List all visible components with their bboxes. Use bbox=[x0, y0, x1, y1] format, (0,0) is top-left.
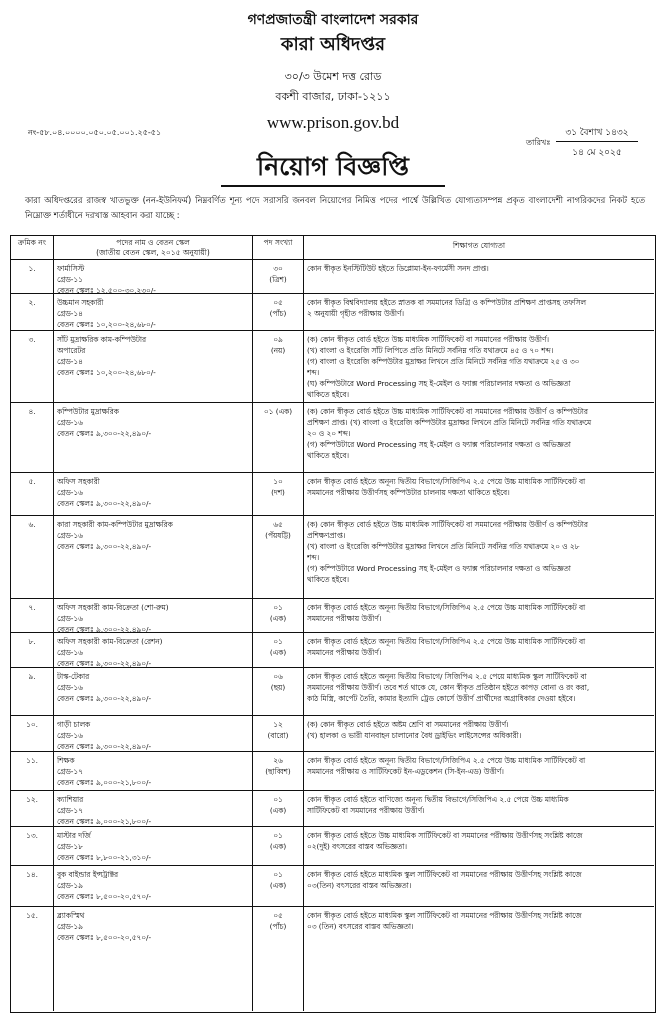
row-post bbox=[57, 755, 251, 788]
row-qualification-line: সমমানের পরীক্ষায় উত্তীর্ণ। তবে শর্ত থাকে যে, কোন স্বীকৃত প্রতিষ্ঠান হইতে কাপড় বোনা ও রং করা, bbox=[307, 683, 590, 692]
row-qualification bbox=[307, 719, 651, 741]
row-qualification-line: থাকিতে হইবে। bbox=[307, 575, 349, 584]
row-qualification bbox=[307, 636, 651, 658]
table-row bbox=[11, 866, 654, 907]
row-post-line: কম্পিউটার মুদ্রাক্ষরিক bbox=[57, 407, 119, 416]
row-qualification-line: (গ) কম্পিউটারে Word Processing সহ ই-মেইল ও ফ্যাক্স পরিচালনার দক্ষতা ও অভিজ্ঞতা bbox=[307, 564, 571, 573]
row-qualification-line: শব্দ। bbox=[307, 368, 320, 377]
row-post-line: ক্যাশিয়ার bbox=[57, 795, 84, 804]
row-post bbox=[57, 869, 251, 902]
row-count-line: (ছাব্বিশ) bbox=[265, 767, 291, 776]
row-post-line: গাড়ী চালক bbox=[57, 720, 91, 729]
table-row bbox=[11, 907, 654, 1011]
row-count-line: ২৬ bbox=[273, 756, 283, 765]
table-row bbox=[11, 516, 654, 599]
row-count-line: ০১ bbox=[273, 795, 283, 804]
row-post bbox=[57, 406, 251, 439]
row-qualification bbox=[307, 830, 651, 852]
row-post bbox=[57, 794, 251, 827]
row-post-line: অফিস সহকারী কাম-বিক্রেতা (শো-রুম) bbox=[57, 603, 169, 612]
row-qualification bbox=[307, 794, 651, 816]
row-qualification bbox=[307, 334, 651, 400]
row-post bbox=[57, 636, 251, 669]
notice-title: নিয়োগ বিজ্ঞপ্তি bbox=[257, 152, 409, 181]
row-qualification-line: কোন স্বীকৃত বিশ্ববিদ্যালয় হইতে স্নাতক বা সমমানের ডিগ্রি ও কম্পিউটার প্রশিক্ষণ প্রাপ্তসহ তফসিল bbox=[307, 298, 586, 307]
row-post-line: বেতন স্কেলঃ ৮,৫০০-২০,৫৭০/- bbox=[57, 892, 152, 901]
row-qualification-line: কোন স্বীকৃত বোর্ড হইতে অনূন্য দ্বিতীয় বিভাগে/সিজিপিএ ২.৫ পেয়ে উচ্চ মাধ্যমিক সার্টিফিকেট বা bbox=[307, 603, 586, 612]
row-qualification-line: সমমানের পরীক্ষায় ও সার্টিফিকেট ইন-এডুকেশন (সি-ইন-এড) উত্তীর্ণ। bbox=[307, 767, 504, 776]
row-serial: ১৫. bbox=[26, 911, 38, 920]
row-count-line: (এক) bbox=[269, 648, 287, 657]
row-post-line: বেতন স্কেলঃ ৮,৫০০-২০,৫৭০/- bbox=[57, 933, 152, 942]
row-post-line: বুক বাইন্ডার ইন্সট্রাক্টর bbox=[57, 870, 118, 879]
title-underline bbox=[221, 185, 445, 187]
row-qualification-line: কোন স্বীকৃত ইনস্টিটিউট হইতে ডিপ্লোমা-ইন-ফার্মেসী সনদ প্রাপ্ত। bbox=[307, 264, 489, 273]
row-count bbox=[255, 869, 301, 891]
row-post bbox=[57, 671, 251, 704]
row-post-line: বেতন স্কেলঃ ৯,৩০০-২২,৪৯০/- bbox=[57, 625, 152, 634]
row-qualification-line: কোন স্বীকৃত বোর্ড হইতে অনূন্য দ্বিতীয় বিভাগে/সিজিপিএ ২.৫ পেয়ে উচ্চ মাধ্যমিক সার্টিফিকেট বা bbox=[307, 477, 586, 486]
row-count bbox=[255, 297, 301, 319]
row-count bbox=[255, 794, 301, 816]
row-serial: ১. bbox=[28, 264, 36, 273]
row-post-line: গ্রেড-১৯ bbox=[57, 922, 83, 931]
table-row bbox=[11, 294, 654, 331]
row-count-line: (এক) bbox=[269, 806, 287, 815]
date-english: ১৪ মে ২০২৫ bbox=[572, 148, 622, 158]
address-line-2: বকশী বাজার, ঢাকা-১২১১ bbox=[275, 90, 391, 103]
date-bangla: ৩১ বৈশাখ ১৪৩২ bbox=[556, 124, 638, 142]
row-qualification-line: (গ) কম্পিউটারে Word Processing সহ ই-মেইল ও ফ্যাক্স পরিচালনার দক্ষতা ও অভিজ্ঞতা bbox=[307, 440, 571, 449]
row-qualification-line: (ক) কোন স্বীকৃত বোর্ড হইতে অষ্টম শ্রেণি বা সমমানের পরীক্ষায় উত্তীর্ণ। bbox=[307, 720, 509, 729]
row-serial: ১২. bbox=[26, 795, 38, 804]
row-qualification-line: ২ অনুযায়ী গৃহীত পরীক্ষায় উত্তীর্ণ। bbox=[307, 309, 404, 318]
row-post-line: অপারেটর bbox=[57, 346, 86, 355]
row-post bbox=[57, 719, 251, 752]
row-post-line: অফিস সহকারী কাম-বিক্রেতা (রেশন) bbox=[57, 637, 163, 646]
row-count-line: ০৫ bbox=[273, 911, 283, 920]
row-post-line: টাস্ক-টেকার bbox=[57, 672, 90, 681]
row-count bbox=[255, 830, 301, 852]
row-qualification bbox=[307, 602, 651, 624]
row-post-line: বেতন স্কেলঃ ৯,৩০০-২২,৪৯০/- bbox=[57, 659, 152, 668]
row-post-line: বেতন স্কেলঃ ৮,৮০০-২১,৩১০/- bbox=[57, 853, 152, 862]
row-serial: ১৪. bbox=[26, 870, 38, 879]
row-qualification-line: সমমানের পরীক্ষায় উত্তীর্ণসহ কম্পিউটার চালনায় দক্ষতা থাকিতে হইবে। bbox=[307, 488, 510, 497]
row-count-line: ০১ bbox=[273, 831, 283, 840]
row-serial: ৪. bbox=[28, 407, 36, 416]
row-qualification-line: ০৩ (তিন) বৎসরের বাস্তব অভিজ্ঞতা। bbox=[307, 922, 414, 931]
row-post bbox=[57, 476, 251, 509]
row-post-line: কারা সহকারী কাম-কম্পিউটার মুদ্রাক্ষরিক bbox=[57, 520, 173, 529]
row-post-line: বেতন স্কেলঃ ১০,২০০-২৪,৬৮০/- bbox=[57, 320, 156, 329]
row-count-line: ১০ bbox=[273, 477, 283, 486]
table-row bbox=[11, 633, 654, 668]
row-qualification-line: থাকিতে হইবে। bbox=[307, 390, 349, 399]
row-post bbox=[57, 830, 251, 863]
row-qualification bbox=[307, 263, 651, 274]
row-count-line: (পাঁচ) bbox=[269, 922, 287, 931]
row-count-line: ০৬ bbox=[273, 672, 283, 681]
row-serial: ২. bbox=[28, 298, 36, 307]
header-post-label: পদের নাম ও বেতন স্কেল bbox=[116, 238, 190, 247]
row-count bbox=[255, 910, 301, 932]
row-count-line: (বারো) bbox=[267, 731, 289, 740]
website: www.prison.gov.bd bbox=[266, 113, 400, 132]
row-qualification-line: কাঠ মিস্ত্রি, কার্পেট তৈরি, কামার ইত্যাদি ট্রেড কোর্সে উত্তীর্ণ প্রার্থীদের অগ্রাধিকার দেওয়া হইবে। bbox=[307, 694, 576, 703]
row-post-line: বেতন স্কেলঃ ৯,৩০০-২২,৪৯০/- bbox=[57, 742, 152, 751]
row-count-line: (দশ) bbox=[271, 488, 285, 497]
row-qualification bbox=[307, 406, 651, 461]
row-count-line: ০১ bbox=[273, 603, 283, 612]
row-qualification bbox=[307, 297, 651, 319]
row-post-line: গ্রেড-১৬ bbox=[57, 648, 83, 657]
row-qualification bbox=[307, 910, 651, 932]
row-qualification-line: কোন স্বীকৃত বোর্ড হইতে অনূন্য দ্বিতীয় বিভাগে/সিজিপিএ ২.৫ পেয়ে উচ্চ মাধ্যমিক সার্টিফিকেট বা bbox=[307, 637, 586, 646]
table-row bbox=[11, 716, 654, 752]
row-count bbox=[255, 334, 301, 356]
row-qualification-line: (ঘ) কম্পিউটারে Word Processing সহ ই-মেইল ও ফ্যাক্স পরিচালনার দক্ষতা ও অভিজ্ঞতা bbox=[307, 379, 571, 388]
intro-paragraph: কারা অধিদপ্তরের রাজস্ব খাতভুক্ত (নন-ইউনিফর্ম) নিম্নবর্ণিত শূন্য পদে সরাসরি জনবল নিয়োগের নিমিত্ত পদের পার্শ্বে উল্লিখিত যোগ্যতাসম্পন্ন প্রকৃত বাংলাদেশী নাগরিকদের নিকট হতে নিম্নোক্ত শর্তাধীনে দরখাস্ত আহবান করা যাচ্ছে : bbox=[25, 195, 645, 220]
row-count bbox=[255, 476, 301, 498]
row-count-line: (ছয়) bbox=[270, 683, 286, 692]
row-post-line: উচ্চমান সহকারী bbox=[57, 298, 104, 307]
row-serial: ১৩. bbox=[26, 831, 38, 840]
row-post-line: গ্রেড-১৮ bbox=[57, 842, 83, 851]
row-post-line: শিক্ষক bbox=[57, 756, 75, 765]
row-serial: ৫. bbox=[28, 477, 36, 486]
row-qualification-line: সার্টিফিকেট বা সমমানের পরীক্ষায় উত্তীর্ণ। bbox=[307, 806, 425, 815]
row-count-line: (নয়) bbox=[270, 346, 286, 355]
row-post-line: গ্রেড-১৭ bbox=[57, 767, 83, 776]
row-post bbox=[57, 334, 251, 378]
row-qualification bbox=[307, 519, 651, 585]
row-qualification bbox=[307, 671, 651, 704]
vacancy-table bbox=[10, 235, 656, 1013]
row-post-line: বেতন স্কেলঃ ১২,৫০০-৩০,২৩০/- bbox=[57, 286, 156, 295]
row-qualification-line: ০৩(তিন) বৎসরের বাস্তব অভিজ্ঞতা। bbox=[307, 881, 412, 890]
row-qualification-line: ০২(দুই) বৎসরের বাস্তব অভিজ্ঞতা। bbox=[307, 842, 408, 851]
row-post-line: ব্ল্যাকস্মিথ bbox=[57, 911, 85, 920]
row-count-line: ০১ (এক) bbox=[263, 407, 293, 416]
row-qualification-line: কোন স্বীকৃত বোর্ড হইতে অনূন্য দ্বিতীয় বিভাগে/ সিজিপিএ ২.৫ পেয়ে মাধ্যমিক স্কুল সার্টিফিকেট বা bbox=[307, 672, 587, 681]
row-post-line: মাস্টার দর্জি bbox=[57, 831, 91, 840]
header-serial: ক্রমিক নং bbox=[18, 238, 46, 247]
row-post-line: ফার্মাসিস্ট bbox=[57, 264, 85, 273]
table-row bbox=[11, 331, 654, 403]
header-qualification: শিক্ষাগত যোগ্যতা bbox=[452, 241, 506, 250]
row-serial: ৭. bbox=[28, 603, 36, 612]
row-post-line: অফিস সহকারী bbox=[57, 477, 100, 486]
row-count-line: ৬৫ bbox=[273, 520, 283, 529]
row-post-line: গ্রেড-১৬ bbox=[57, 683, 83, 692]
row-post bbox=[57, 602, 251, 635]
table-row bbox=[11, 752, 654, 791]
row-post-line: গ্রেড-১৯ bbox=[57, 881, 83, 890]
row-post-line: গ্রেড-১১ bbox=[57, 275, 83, 284]
row-count-line: ৩০ bbox=[273, 264, 283, 273]
date-box bbox=[556, 124, 638, 162]
row-qualification bbox=[307, 755, 651, 777]
row-count bbox=[255, 719, 301, 741]
row-post-line: বেতন স্কেলঃ ১০,২০০-২৪,৬৮০/- bbox=[57, 368, 156, 377]
department-name: কারা অধিদপ্তর bbox=[280, 34, 386, 55]
row-post-line: গ্রেড-১৬ bbox=[57, 488, 83, 497]
row-post-line: বেতন স্কেলঃ ৯,৩০০-২২,৪৯০/- bbox=[57, 429, 152, 438]
row-post-line: বেতন স্কেলঃ ৯,৩০০-২২,৪৯০/- bbox=[57, 499, 152, 508]
row-qualification-line: সমমানের পরীক্ষায় উত্তীর্ণ। bbox=[307, 614, 382, 623]
row-count-line: (এক) bbox=[269, 842, 287, 851]
row-qualification-line: প্রশিক্ষণ প্রাপ্ত। (খ) বাংলা ও ইংরেজি কম্পিউটার মুদ্রাক্ষর লিখনে প্রতি মিনিটে সর্বনিম্ন গতি যথাক্রমে bbox=[307, 418, 592, 427]
row-count-line: ০৫ bbox=[273, 298, 283, 307]
row-count bbox=[255, 602, 301, 624]
address-line-1: ৩০/৩ উমেশ দত্ত রোড bbox=[284, 70, 382, 83]
row-post-line: বেতন স্কেলঃ ৯,৩০০-২২,৪৯০/- bbox=[57, 694, 152, 703]
row-serial: ১০. bbox=[26, 720, 38, 729]
row-post bbox=[57, 297, 251, 330]
row-count-line: (পঁয়ষট্টি) bbox=[265, 531, 291, 540]
row-qualification-line: (ক) কোন স্বীকৃত বোর্ড হইতে উচ্চ মাধ্যমিক সার্টিফিকেট বা সমমানের পরীক্ষায় উত্তীর্ণ। bbox=[307, 335, 550, 344]
row-count bbox=[255, 406, 301, 417]
row-count-line: ০১ bbox=[273, 870, 283, 879]
table-row bbox=[11, 473, 654, 516]
table-header-row bbox=[11, 236, 654, 260]
row-count-line: ০৯ bbox=[273, 335, 283, 344]
row-post-line: বেতন স্কেলঃ ৯,০০০-২১,৮০০/- bbox=[57, 778, 152, 787]
row-qualification-line: শব্দ। bbox=[307, 553, 320, 562]
row-qualification-line: (খ) বাংলা ও ইংরেজি সাঁট লিপিতে প্রতি মিনিটে সর্বনিম্ন গতি যথাক্রমে ৪৫ ও ৭০ শব্দ। bbox=[307, 346, 554, 355]
row-count-line: ১২ bbox=[273, 720, 283, 729]
row-post-line: গ্রেড-১৬ bbox=[57, 418, 83, 427]
row-qualification-line: (খ) হালকা ও ভারী যানবাহন চালানোর বৈধ ড্রাইভিং লাইসেন্সের অধিকারী। bbox=[307, 731, 522, 740]
row-qualification-line: থাকিতে হইবে। bbox=[307, 451, 349, 460]
row-post-line: গ্রেড-১৭ bbox=[57, 806, 83, 815]
row-count-line: (ত্রিশ) bbox=[269, 275, 287, 284]
row-count-line: (এক) bbox=[269, 614, 287, 623]
table-row bbox=[11, 599, 654, 633]
row-qualification-line: প্রশিক্ষণপ্রাপ্ত। bbox=[307, 531, 346, 540]
row-count bbox=[255, 671, 301, 693]
row-qualification-line: (গ) বাংলা ও ইংরেজি কম্পিউটার মুদ্রাক্ষর লিখনে প্রতি মিনিটে সর্বনিম্ন গতি যথাক্রমে ২৫ ও ৩০ bbox=[307, 357, 580, 366]
header-count: পদ সংখ্যা bbox=[263, 238, 293, 247]
row-qualification-line: (ক) কোন স্বীকৃত বোর্ড হইতে উচ্চ মাধ্যমিক সার্টিফিকেট বা সমমানের পরীক্ষায় উত্তীর্ণ ও কম্পিউটার bbox=[307, 407, 588, 416]
row-post-line: গ্রেড-১৬ bbox=[57, 531, 83, 540]
row-qualification-line: কোন স্বীকৃত বোর্ড হইতে উচ্চ মাধ্যমিক সার্টিফিকেট বা সমমানের পরীক্ষায় উত্তীর্ণসহ সংশ্লিষ্ট কাজে bbox=[307, 831, 583, 840]
row-qualification-line: কোন স্বীকৃত বোর্ড হইতে মাধ্যমিক স্কুল সার্টিফিকেট বা সমমানের পরীক্ষায় উত্তীর্ণসহ সংশ্লিষ্ট কাজে bbox=[307, 911, 582, 920]
row-qualification-line: কোন স্বীকৃত বোর্ড হইতে মাধ্যমিক স্কুল সার্টিফিকেট বা সমমানের পরীক্ষায় উত্তীর্ণসহ সংশ্লিষ্ট কাজে bbox=[307, 870, 582, 879]
row-post-line: গ্রেড-১৬ bbox=[57, 614, 83, 623]
row-qualification-line: কোন স্বীকৃত বোর্ড হইতে অনূন্য দ্বিতীয় বিভাগে/সিজিপিএ ২.৫ পেয়ে উচ্চ মাধ্যমিক সার্টিফিকেট বা bbox=[307, 756, 586, 765]
row-qualification bbox=[307, 869, 651, 891]
notice-title-box bbox=[221, 150, 445, 190]
table-row bbox=[11, 791, 654, 827]
row-post-line: গ্রেড-১৪ bbox=[57, 357, 83, 366]
row-count-line: (এক) bbox=[269, 881, 287, 890]
row-serial: ৮. bbox=[28, 637, 36, 646]
row-serial: ৬. bbox=[28, 520, 36, 529]
row-count-line: (পাঁচ) bbox=[269, 309, 287, 318]
row-post-line: বেতন স্কেলঃ ৯,০০০-২১,৮০০/- bbox=[57, 817, 152, 826]
row-qualification-line: (ক) কোন স্বীকৃত বোর্ড হইতে উচ্চ মাধ্যমিক সার্টিফিকেট বা সমমানের পরীক্ষায় উত্তীর্ণ ও কম্পিউটার bbox=[307, 520, 588, 529]
row-post-line: বেতন স্কেলঃ ৯,৩০০-২২,৪৯০/- bbox=[57, 542, 152, 551]
row-post bbox=[57, 519, 251, 552]
row-qualification-line: (খ) বাংলা ও ইংরেজি কম্পিউটার মুদ্রাক্ষর লিখনে প্রতি মিনিটে সর্বনিম্ন গতি যথাক্রমে ২০ ও ২৮ bbox=[307, 542, 580, 551]
row-count bbox=[255, 263, 301, 285]
row-post-line: গ্রেড-১৬ bbox=[57, 731, 83, 740]
row-post-line: সাঁট মুদ্রাক্ষরিক কাম-কম্পিউটার bbox=[57, 335, 147, 344]
row-count-line: ০১ bbox=[273, 637, 283, 646]
table-row bbox=[11, 260, 654, 294]
row-post bbox=[57, 910, 251, 943]
row-post bbox=[57, 263, 251, 296]
row-serial: ৯. bbox=[28, 672, 36, 681]
row-serial: ১১. bbox=[26, 756, 38, 765]
header-post-sub: (জাতীয় বেতন স্কেল, ২০১৫ অনুযায়ী) bbox=[96, 248, 210, 257]
row-post-line: গ্রেড-১৪ bbox=[57, 309, 83, 318]
row-serial: ৩. bbox=[28, 335, 36, 344]
row-qualification bbox=[307, 476, 651, 498]
row-qualification-line: ২০ ও ২০ শব্দ। bbox=[307, 429, 351, 438]
date-label: তারিখঃ bbox=[526, 138, 551, 147]
table-row bbox=[11, 403, 654, 473]
table-row bbox=[11, 668, 654, 716]
table-row bbox=[11, 827, 654, 866]
memo-number: নং-৫৮.০৪.০০০০.০৫০.০৫.০০১.২৫-৫১ bbox=[28, 128, 162, 137]
row-qualification-line: কোন স্বীকৃত বোর্ড হইতে বাণিজ্যে অনূন্য দ্বিতীয় বিভাগে/সিজিপিএ ২.৫ পেয়ে উচ্চ মাধ্যমিক bbox=[307, 795, 569, 804]
government-name: গণপ্রজাতন্ত্রী বাংলাদেশ সরকার bbox=[247, 12, 419, 28]
row-count bbox=[255, 755, 301, 777]
row-qualification-line: সমমানের পরীক্ষায় উত্তীর্ণ। bbox=[307, 648, 382, 657]
row-count bbox=[255, 636, 301, 658]
row-count bbox=[255, 519, 301, 541]
header-post bbox=[55, 238, 251, 258]
